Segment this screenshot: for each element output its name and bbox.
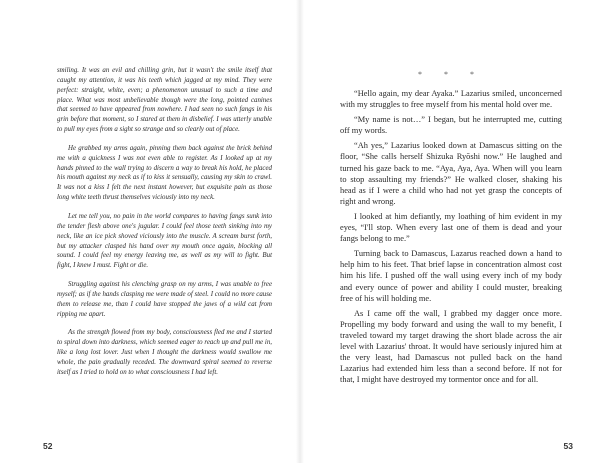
right-page xyxy=(300,0,600,463)
left-paragraph-4: Struggling against his clenching grasp on my arms, I was unable to free myself; as if the hands clasping me were made of steel. I could no more cause them to release me, than I could have stopped the jaws of a wild cat from ripping me apart. xyxy=(57,281,272,318)
right-paragraph-6: As I came off the wall, I grabbed my dagger once more. Propelling my body forward and using the wall to my benefit, I traveled toward my target drawing the short blade across the air level with Lazarius' throat. It would have seriously injured him at the very least, had Damascus not pulled back on the hand Lazarius had extended him less than a second before. If not for that, I might have destroyed my tormentor once and for all. xyxy=(340,308,562,385)
right-paragraph-1: “Hello again, my dear Ayaka.” Lazarius smiled, unconcerned with my struggles to free myself from his mental hold over me. xyxy=(340,89,562,110)
left-paragraph-2: He grabbed my arms again, pinning them back against the brick behind me with a quickness I was not even able to register. As I looked up at my hands pinned to the wall trying to discern a way to break his hold, he placed his mouth against my neck as if to kiss it sensually, causing my skin to crawl. It was not a kiss I felt the next instant however, but exquisite pain as those long white teeth thrust themselves viciously into my neck. xyxy=(57,144,272,202)
right-paragraph-3: “Ah yes,” Lazarius looked down at Damascus sitting on the floor, “She calls herself Shizuka Ryōshi now.” He laughed and turned his gaze back to me. “Aya, Aya, Aya. When will you learn to stop assaulting my friends?” He walked closer, shaking his head as if I were a child who had not yet grasp the concepts of right and wrong. xyxy=(340,141,562,206)
left-paragraph-3: Let me tell you, no pain in the world compares to having fangs sunk into the tender flesh above one's jugular. I could feel those teeth sinking into my neck, like an ice pick shoved viciously into the muscle. A scream burst forth, but my attacker clasped his hand over my mouth once again, blocking all sound. I could feel my energy leaving me, as well as my will to fight. But fight, I knew I must. Fight or die. xyxy=(57,212,272,270)
right-paragraph-4: I looked at him defiantly, my loathing of him evident in my eyes, “I'll stop. When every last one of them is dead and your fangs belong to me.” xyxy=(340,211,562,244)
scene-break: * * * xyxy=(418,70,484,79)
left-paragraph-5: As the strength flowed from my body, consciousness fled me and I started to spiral down into darkness, which seemed eager to reach up and pull me in, like a long lost lover. Just when I thought the darkness would swallow me whole, the pain gradually receded. The downward spiral seemed to reverse itself as I tried to hold on to what consciousness I had left. xyxy=(57,329,272,376)
right-page-number: 53 xyxy=(563,441,573,451)
right-paragraph-5: Turning back to Damascus, Lazarus reached down a hand to help him to his feet. That brief lapse in concentration almost cost him his life. I pushed off the wall using every inch of my body and every ounce of power and ability I could muster, breaking free of his will holding me. xyxy=(340,249,562,303)
left-paragraph-1: smiling. It was an evil and chilling grin, but it wasn't the smile itself that caught my attention, it was his teeth which jagged at my mind. They were perfect: straight, white, even; a phenomenon unusual to such a time and place. What was most unbelievable though were the long, pointed canines that seemed to have appeared from nowhere. I had seen no such fangs in his grin before that moment, so I stared at them in disbelief. I was utterly unable to pull my eyes from a sight so strange and so clearly out of place. xyxy=(57,67,272,134)
left-page-number: 52 xyxy=(43,441,53,451)
right-paragraph-2: “My name is not…” I began, but he interrupted me, cutting off my words. xyxy=(340,115,562,136)
